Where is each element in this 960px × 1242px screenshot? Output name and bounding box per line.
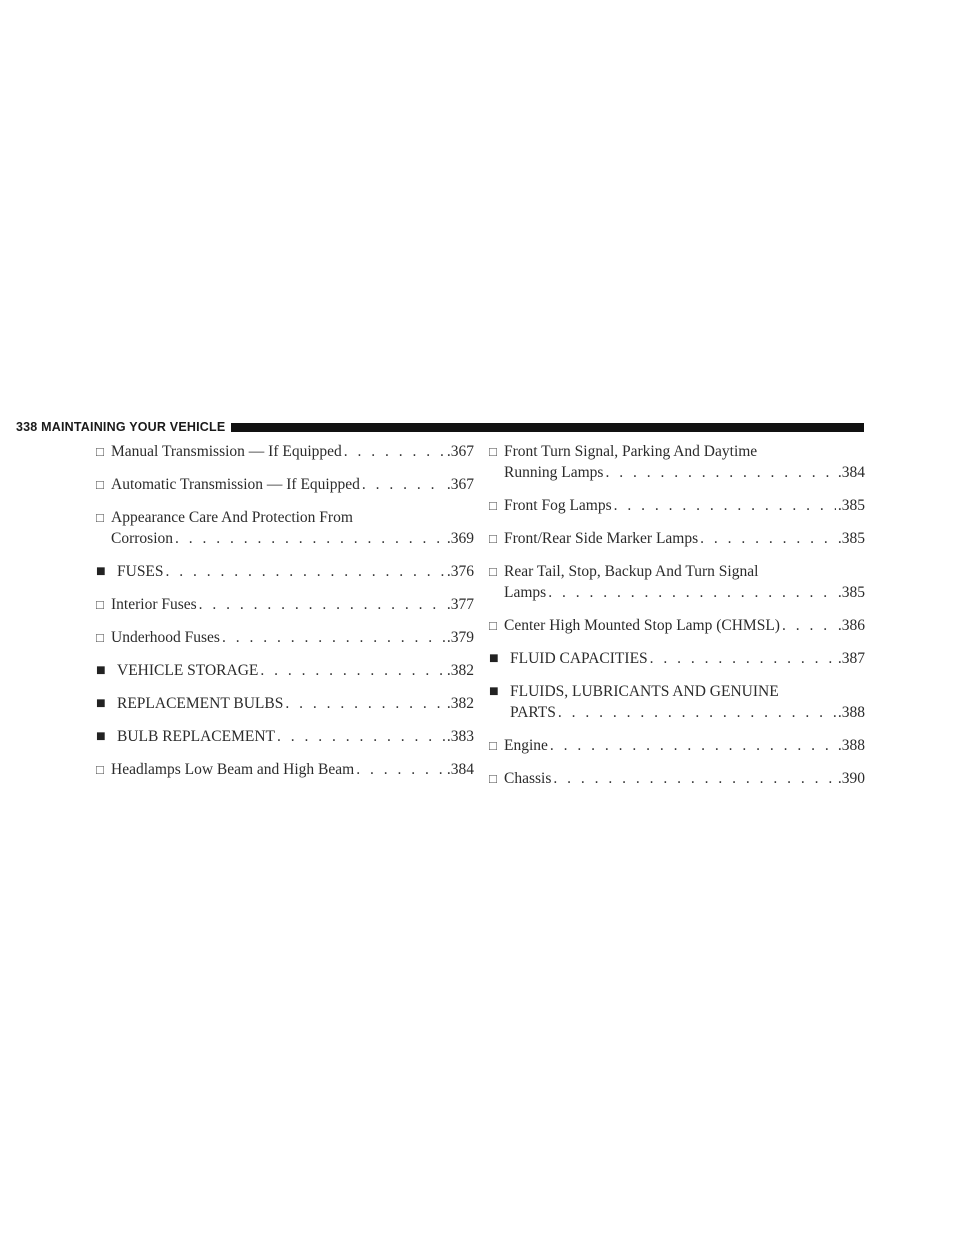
entry-title-line: Rear Tail, Stop, Backup And Turn Signal — [504, 563, 759, 580]
entry-page-number: .379 — [446, 629, 474, 646]
entry-title: Underhood Fuses — [111, 629, 220, 646]
entry-title-line: Appearance Care And Protection From — [111, 509, 353, 526]
entry-page-number: .385 — [837, 584, 865, 601]
entry-leader-row — [117, 726, 474, 747]
entry-page-number: .367 — [446, 443, 474, 460]
hollow-square-bullet-icon: □ — [96, 630, 104, 645]
toc-subsection-entry — [96, 594, 474, 615]
header-rule — [231, 423, 864, 432]
entry-page-number: .385 — [837, 497, 865, 514]
dot-leader — [550, 735, 836, 756]
toc-section-entry — [489, 648, 865, 669]
entry-page-number: .384 — [837, 464, 865, 481]
toc-subsection-entry — [489, 615, 865, 636]
entry-title: Front/Rear Side Marker Lamps — [504, 530, 699, 547]
dot-leader — [553, 768, 836, 789]
entry-page-number: .382 — [446, 695, 474, 712]
filled-square-bullet-icon: ■ — [96, 728, 106, 745]
dot-leader — [650, 648, 836, 669]
entry-title: REPLACEMENT BULBS — [117, 695, 284, 712]
toc-subsection-entry — [489, 441, 865, 483]
entry-leader-row — [111, 627, 474, 648]
header-label — [16, 420, 231, 434]
entry-title: Center High Mounted Stop Lamp (CHMSL) — [504, 617, 780, 634]
toc-subsection-entry — [489, 528, 865, 549]
entry-leader-row — [510, 702, 865, 723]
dot-leader — [548, 582, 836, 603]
entry-title: Interior Fuses — [111, 596, 197, 613]
entry-page-number: .390 — [837, 770, 865, 787]
filled-square-bullet-icon: ■ — [96, 662, 106, 679]
section-title: MAINTAINING YOUR VEHICLE — [41, 420, 226, 434]
entry-leader-row — [111, 528, 474, 549]
entry-page-number: .387 — [837, 650, 865, 667]
entry-title: Running Lamps — [504, 464, 604, 481]
entry-leader-row — [504, 528, 865, 549]
toc-subsection-entry — [96, 441, 474, 462]
toc-section-entry — [96, 561, 474, 582]
entry-title: Front Fog Lamps — [504, 497, 612, 514]
entry-title: Corrosion — [111, 530, 173, 547]
dot-leader — [605, 462, 835, 483]
dot-leader — [614, 495, 836, 516]
dot-leader — [344, 441, 445, 462]
entry-page-number: .382 — [446, 662, 474, 679]
toc-subsection-entry — [489, 735, 865, 756]
hollow-square-bullet-icon: □ — [96, 597, 104, 612]
entry-title: Lamps — [504, 584, 547, 601]
entry-leader-row — [510, 648, 865, 669]
toc-section-entry — [96, 726, 474, 747]
entry-leader-row — [111, 441, 474, 462]
dot-leader — [356, 759, 445, 780]
filled-square-bullet-icon: ■ — [96, 563, 106, 580]
dot-leader — [199, 594, 445, 615]
entry-title: Chassis — [504, 770, 552, 787]
entry-title: PARTS — [510, 704, 556, 721]
toc-subsection-entry — [96, 627, 474, 648]
dot-leader — [277, 726, 445, 747]
hollow-square-bullet-icon: □ — [96, 510, 104, 525]
entry-title: FUSES — [117, 563, 164, 580]
entry-leader-row — [504, 768, 865, 789]
toc-subsection-entry — [96, 759, 474, 780]
hollow-square-bullet-icon: □ — [489, 531, 497, 546]
dot-leader — [362, 474, 445, 495]
dot-leader — [285, 693, 445, 714]
entry-title: Manual Transmission — If Equipped — [111, 443, 342, 460]
entry-title-line: FLUIDS, LUBRICANTS AND GENUINE — [510, 683, 779, 700]
toc-subsection-entry — [96, 474, 474, 495]
hollow-square-bullet-icon: □ — [489, 618, 497, 633]
entry-leader-row — [504, 462, 865, 483]
dot-leader — [175, 528, 445, 549]
filled-square-bullet-icon: ■ — [96, 695, 106, 712]
entry-title: VEHICLE STORAGE — [117, 662, 259, 679]
dot-leader — [166, 561, 445, 582]
toc-subsection-entry — [489, 495, 865, 516]
toc-section-entry — [489, 681, 865, 723]
dot-leader — [782, 615, 836, 636]
entry-page-number: .388 — [837, 704, 865, 721]
toc-subsection-entry — [489, 768, 865, 789]
toc-subsection-entry — [489, 561, 865, 603]
toc-column-left — [96, 441, 474, 792]
hollow-square-bullet-icon: □ — [489, 771, 497, 786]
hollow-square-bullet-icon: □ — [489, 444, 497, 459]
hollow-square-bullet-icon: □ — [489, 564, 497, 579]
entry-title: FLUID CAPACITIES — [510, 650, 648, 667]
entry-page-number: .385 — [837, 530, 865, 547]
entry-title: BULB REPLACEMENT — [117, 728, 276, 745]
entry-leader-row — [117, 693, 474, 714]
page-number: 338 — [16, 420, 38, 434]
dot-leader — [260, 660, 445, 681]
toc-subsection-entry — [96, 507, 474, 549]
toc-section-entry — [96, 693, 474, 714]
entry-page-number: .388 — [837, 737, 865, 754]
entry-page-number: .386 — [837, 617, 865, 634]
hollow-square-bullet-icon: □ — [96, 444, 104, 459]
entry-leader-row — [504, 615, 865, 636]
hollow-square-bullet-icon: □ — [489, 498, 497, 513]
entry-title: Engine — [504, 737, 548, 754]
filled-square-bullet-icon: ■ — [489, 683, 499, 700]
entry-page-number: .369 — [446, 530, 474, 547]
hollow-square-bullet-icon: □ — [96, 477, 104, 492]
hollow-square-bullet-icon: □ — [96, 762, 104, 777]
entry-leader-row — [117, 660, 474, 681]
filled-square-bullet-icon: ■ — [489, 650, 499, 667]
entry-title: Headlamps Low Beam and High Beam — [111, 761, 355, 778]
entry-page-number: .384 — [446, 761, 474, 778]
entry-page-number: .376 — [446, 563, 474, 580]
dot-leader — [222, 627, 445, 648]
entry-page-number: .367 — [446, 476, 474, 493]
entry-leader-row — [117, 561, 474, 582]
page-header — [16, 419, 864, 435]
entry-page-number: .377 — [446, 596, 474, 613]
entry-leader-row — [504, 582, 865, 603]
entry-leader-row — [504, 735, 865, 756]
dot-leader — [700, 528, 836, 549]
entry-title-line: Front Turn Signal, Parking And Daytime — [504, 443, 758, 460]
entry-leader-row — [111, 759, 474, 780]
entry-leader-row — [504, 495, 865, 516]
entry-leader-row — [111, 474, 474, 495]
dot-leader — [558, 702, 836, 723]
toc-column-right — [489, 441, 865, 801]
entry-page-number: .383 — [446, 728, 474, 745]
toc-section-entry — [96, 660, 474, 681]
entry-leader-row — [111, 594, 474, 615]
entry-title: Automatic Transmission — If Equipped — [111, 476, 360, 493]
hollow-square-bullet-icon: □ — [489, 738, 497, 753]
